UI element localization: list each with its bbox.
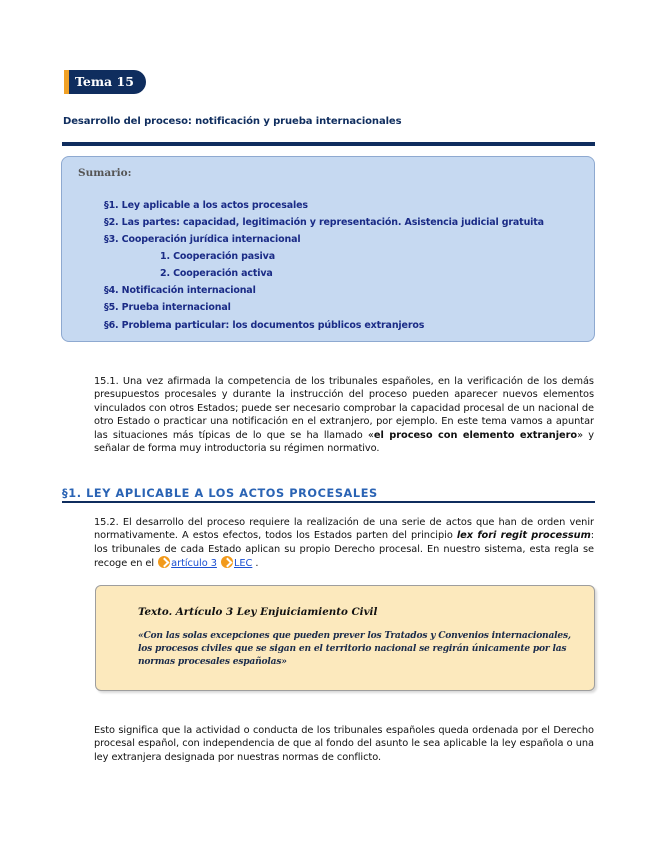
sumario-title: Sumario: <box>78 167 132 179</box>
paragraph-15-2-end: . <box>255 558 259 570</box>
toc-item-3-2[interactable]: 2. Cooperación activa <box>160 268 273 279</box>
quote-box <box>95 585 595 691</box>
paragraph-15-2-text: 15.2. El desarrollo del proceso requiere la realización de una serie de actos que han de orden venir normativamente. A estos efectos, todos los Estados parten del principio <box>94 517 594 542</box>
toc-item-3-1[interactable]: 1. Cooperación pasiva <box>160 251 275 262</box>
toc-item-6[interactable]: §6. Problema particular: los documentos públicos extranjeros <box>104 320 425 331</box>
lec-link[interactable]: LEC <box>234 558 253 570</box>
section-1-heading: §1. LEY APLICABLE A LOS ACTOS PROCESALES <box>62 487 595 503</box>
paragraph-15-1-text: 15.1. Una vez afirmada la competencia de los tribunales españoles, en la verificación de los demás presupuestos procesales y durante la instrucción del proceso pueden aparecer nuevos elementos vinculados con otros Estados; puede ser necesario comprobar la capacidad procesal de un nacional de otro Estado o practicar una notificación en el extranjero, por ejemplo. En este tema vamos a apuntar las situaciones más típicas de lo que se ha llamado « <box>94 376 594 441</box>
paragraph-15-2 <box>94 516 594 571</box>
tema-badge: Tema 15 <box>64 70 146 94</box>
toc-item-2[interactable]: §2. Las partes: capacidad, legitimación y representación. Asistencia judicial gratuita <box>104 217 544 228</box>
header-rule <box>62 142 595 146</box>
paragraph-15-1-emphasis: el proceso con elemento extranjero <box>373 429 578 441</box>
toc-item-5[interactable]: §5. Prueba internacional <box>104 302 231 313</box>
link-arrow-icon[interactable] <box>158 556 170 568</box>
page-subtitle: Desarrollo del proceso: notificación y prueba internacionales <box>63 116 402 127</box>
paragraph-15-1 <box>94 375 594 455</box>
articulo-3-link[interactable]: artículo 3 <box>171 558 217 570</box>
paragraph-15-2-middle: : los tribunales de cada Estado aplican su propio Derecho procesal. En nuestro sistema, esta regla se recoge en el <box>94 530 594 570</box>
sumario-box <box>61 156 595 342</box>
paragraph-15-2-emphasis: lex fori regit processum <box>456 530 591 542</box>
quote-title: Texto. Artículo 3 Ley Enjuiciamiento Civil <box>138 606 378 618</box>
paragraph-conclusion: Esto significa que la actividad o conducta de los tribunales españoles queda ordenada por el Derecho procesal español, con independencia de que al fondo del asunto le sea aplicable la ley española o una ley extranjera designada por nuestras normas de conflicto. <box>94 725 594 763</box>
toc-item-3[interactable]: §3. Cooperación jurídica internacional <box>104 234 301 245</box>
toc-item-1[interactable]: §1. Ley aplicable a los actos procesales <box>104 200 308 211</box>
link-arrow-icon[interactable] <box>221 556 233 568</box>
toc-item-4[interactable]: §4. Notificación internacional <box>104 285 256 296</box>
paragraph-15-1-end: » y señalar de forma muy introductoria su régimen normativo. <box>94 429 594 455</box>
quote-text: «Con las solas excepciones que pueden prever los Tratados y Convenios internacionales, los procesos civiles que se sigan en el territorio nacional se regirán únicamente por las normas procesales españolas» <box>138 630 571 667</box>
